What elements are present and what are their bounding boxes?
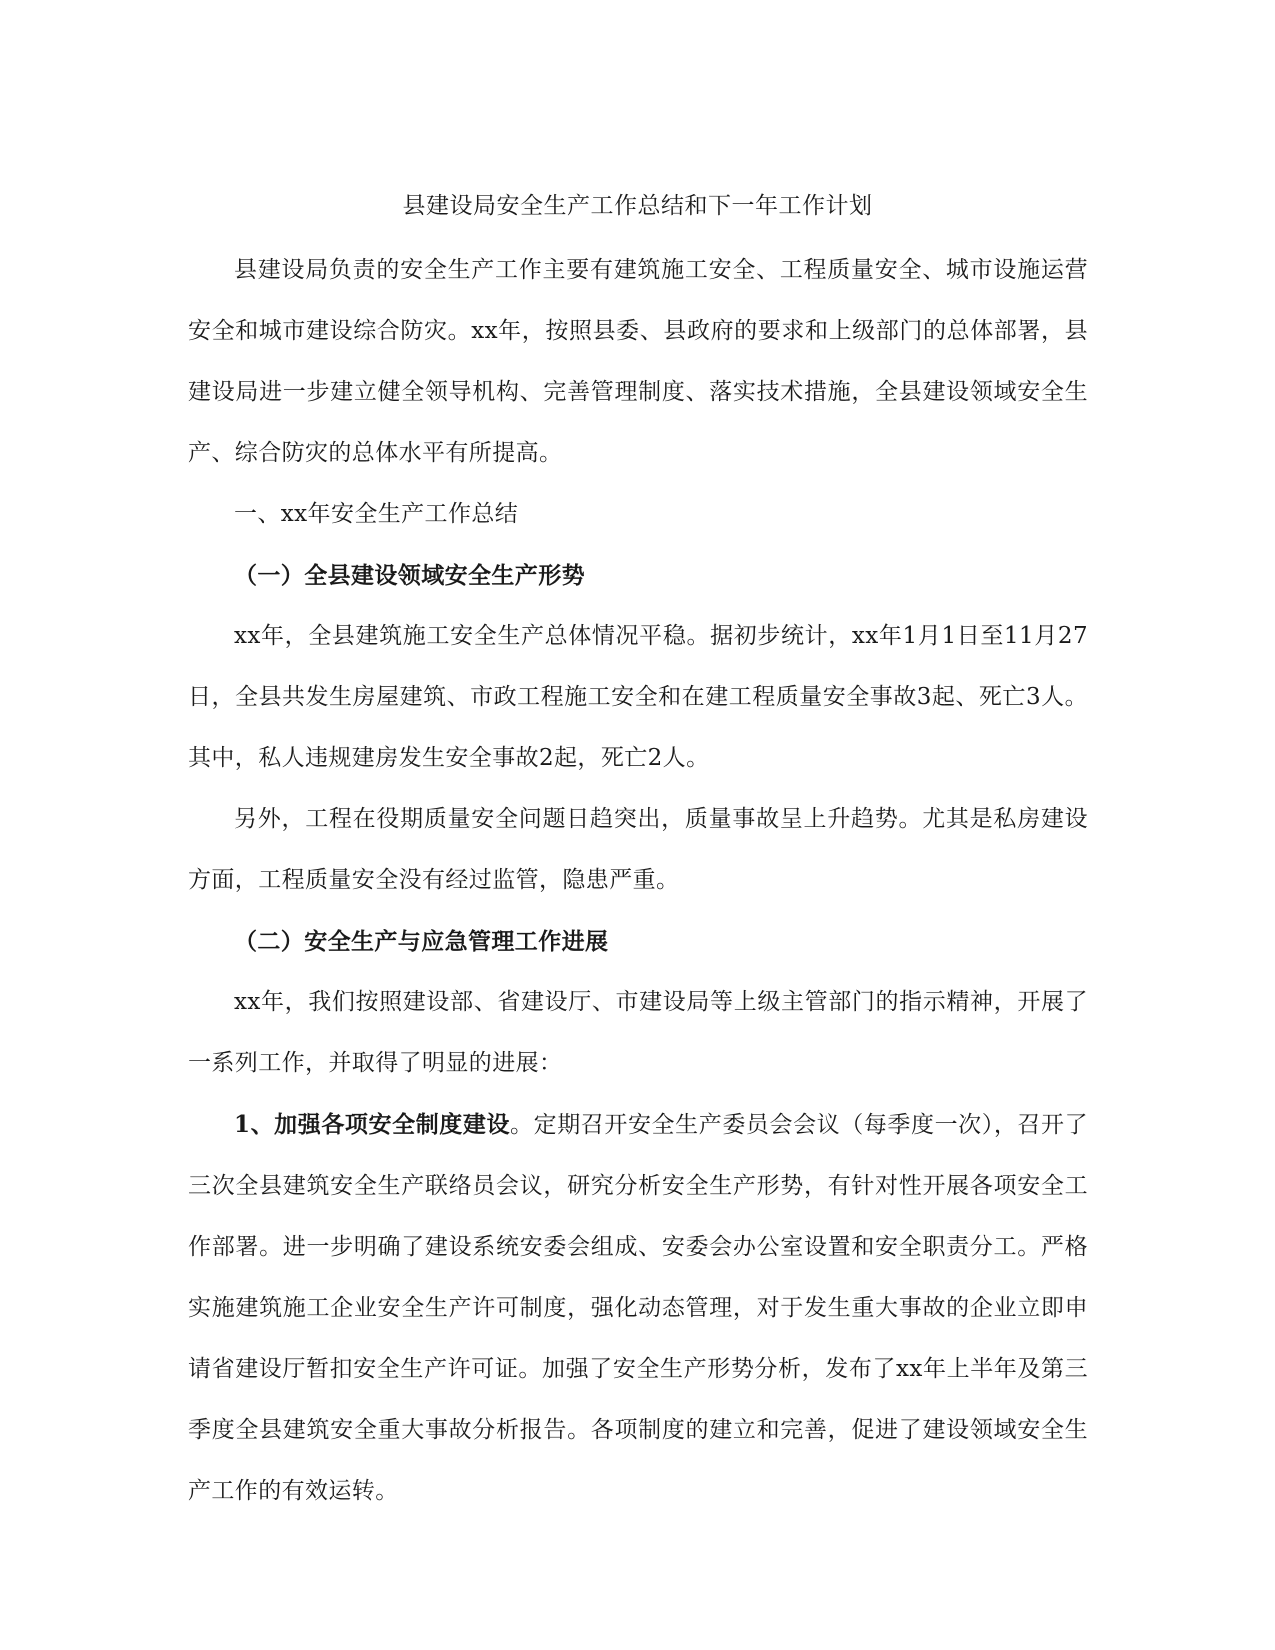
subsection-heading-1: （一）全县建设领域安全生产形势 [234, 562, 585, 589]
quality-paragraph: 另外，工程在役期质量安全问题日趋突出，质量事故呈上升趋势。尤其是私房建设方面，工程质量安全没有经过监管，隐患严重。 [188, 806, 1088, 893]
item-1-paragraph [188, 1094, 1088, 1522]
item-1-text: 。定期召开安全生产委员会会议（每季度一次），召开了三次全县建筑安全生产联络员会议，研究分析安全生产形势，有针对性开展各项安全工作部署。进一步明确了建设系统安委会组成、安委会办公室设置和安全职责分工。严格实施建筑施工企业安全生产许可制度，强化动态管理，对于发生重大事故的企业立即申请省建设厅暂扣安全生产许可证。加强了安全生产形势分析，发布了xx年上半年及第三季度全县建筑安全重大事故分析报告。各项制度的建立和完善，促进了建设领域安全生产工作的有效运转。 [188, 1112, 1089, 1504]
situation-paragraph: xx年，全县建筑施工安全生产总体情况平稳。据初步统计，xx年1月1日至11月27日，全县共发生房屋建筑、市政工程施工安全和在建工程质量安全事故3起、死亡3人。其中，私人违规建房发生安全事故2起，死亡2人。 [188, 623, 1088, 771]
item-1-lead: 1、加强各项安全制度建设 [234, 1111, 511, 1138]
progress-paragraph: xx年，我们按照建设部、省建设厅、市建设局等上级主管部门的指示精神，开展了一系列工作，并取得了明显的进展： [188, 989, 1088, 1076]
section-heading-1: 一、xx年安全生产工作总结 [234, 501, 519, 527]
document-title: 县建设局安全生产工作总结和下一年工作计划 [402, 193, 873, 219]
document-body [188, 240, 1088, 1522]
intro-paragraph: 县建设局负责的安全生产工作主要有建筑施工安全、工程质量安全、城市设施运营安全和城市建设综合防灾。xx年，按照县委、县政府的要求和上级部门的总体部署，县建设局进一步建立健全领导机构、完善管理制度、落实技术措施，全县建设领域安全生产、综合防灾的总体水平有所提高。 [188, 257, 1088, 466]
subsection-heading-2: （二）安全生产与应急管理工作进展 [234, 928, 609, 955]
